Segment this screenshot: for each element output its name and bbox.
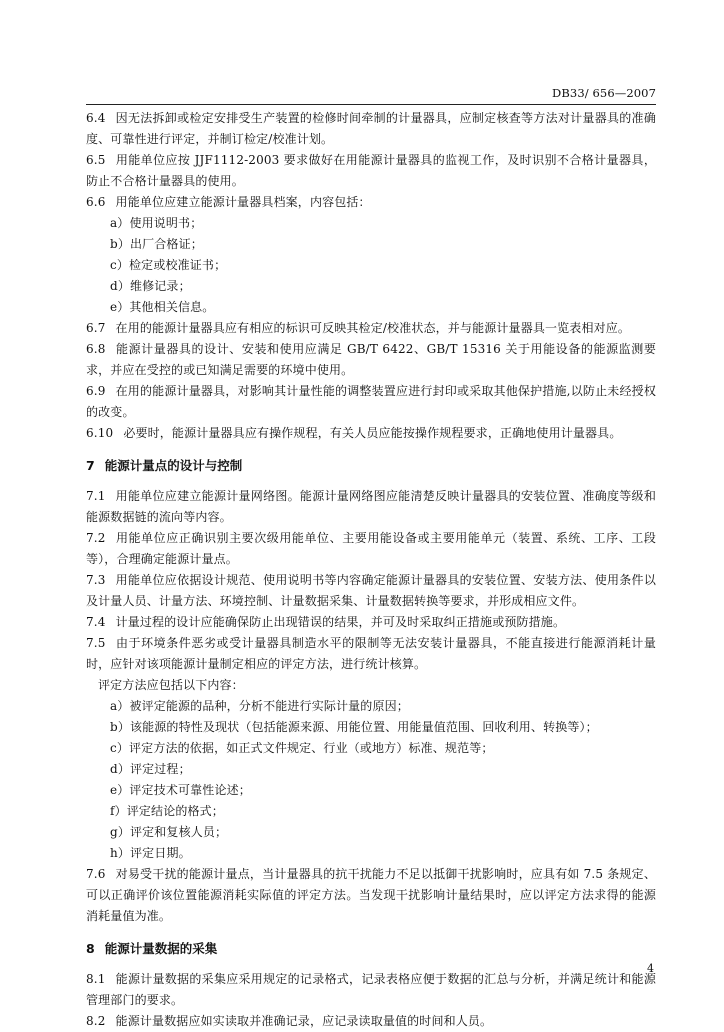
list-item: a）被评定能源的品种，分析不能进行实际计量的原因； — [110, 699, 409, 713]
clause-text: 由于环境条件恶劣或受计量器具制造水平的限制等无法安装计量器具，不能直接进行能源消耗计量时，应针对该项能源计量制定相应的评定方法，进行统计核算。 — [86, 636, 656, 671]
clause-number: 6.9 — [86, 384, 106, 398]
document-body — [86, 108, 656, 1032]
section-title: 能源计量数据的采集 — [104, 941, 218, 956]
list-item: c）评定方法的依据，如正式文件规定、行业（或地方）标准、规范等； — [110, 741, 494, 755]
clause-number: 6.8 — [86, 342, 106, 356]
clause-paragraph — [86, 1011, 656, 1032]
clause-number: 8.2 — [86, 1014, 106, 1028]
page-number: 4 — [647, 962, 654, 975]
clause-text: 用能单位应依据设计规范、使用说明书等内容确定能源计量器具的安装位置、安装方法、使用条件以及计量人员、计量方法、环境控制、计量数据采集、计量数据转换等要求，并形成相应文件。 — [86, 573, 656, 608]
document-id: DB33/ 656—2007 — [552, 86, 656, 100]
clause-paragraph — [86, 318, 656, 339]
clause-paragraph — [86, 612, 656, 633]
section-number: 7 — [86, 458, 95, 473]
list-item: e）其他相关信息。 — [110, 300, 215, 314]
clause-text: 能源计量器具的设计、安装和使用应满足 GB/T 6422、GB/T 15316 关于用能设备的能源监测要求，并应在受控的或已知满足需要的环境中使用。 — [86, 342, 656, 377]
list-item: g）评定和复核人员； — [110, 825, 228, 839]
list-item: f）评定结论的格式； — [110, 804, 224, 818]
clause-text: 因无法拆卸或检定安排受生产装置的检修时间牵制的计量器具，应制定核查等方法对计量器具的准确度、可靠性进行评定，并制订检定/校准计划。 — [86, 111, 656, 146]
clause-number: 7.1 — [86, 489, 106, 503]
clause-paragraph — [86, 969, 656, 1011]
clause-number: 7.2 — [86, 531, 106, 545]
clause-paragraph — [86, 192, 656, 213]
clause-text: 对易受干扰的能源计量点，当计量器具的抗干扰能力不足以抵御干扰影响时，应具有如 7.5 条规定、可以正确评价该位置能源消耗实际值的评定方法。当发现干扰影响计量结果时，应以评定方法求得的能源消耗量值为准。 — [86, 867, 656, 923]
clause-paragraph — [86, 486, 656, 528]
clause-text: 计量过程的设计应能确保防止出现错误的结果，并可及时采取纠正措施或预防措施。 — [115, 615, 566, 629]
clause-paragraph — [86, 339, 656, 381]
section-number: 8 — [86, 941, 95, 956]
section-title: 能源计量点的设计与控制 — [104, 458, 243, 473]
clause-paragraph — [86, 633, 656, 675]
list-item: b）出厂合格证； — [110, 237, 203, 251]
clause-text: 在用的能源计量器具，对影响其计量性能的调整装置应进行封印或采取其他保护措施,以防止未经授权的改变。 — [86, 384, 656, 419]
clause-number: 6.7 — [86, 321, 106, 335]
list-intro: 评定方法应包括以下内容： — [98, 678, 244, 692]
section-heading — [86, 939, 656, 959]
clause-number: 7.6 — [86, 867, 106, 881]
list-item: a）使用说明书； — [110, 216, 203, 230]
clause-text: 用能单位应建立能源计量网络图。能源计量网络图应能清楚反映计量器具的安装位置、准确度等级和能源数据链的流向等内容。 — [86, 489, 656, 524]
header-rule — [86, 104, 656, 105]
clause-text: 能源计量数据应如实读取并准确记录，应记录读取量值的时间和人员。 — [115, 1014, 493, 1028]
list-item: c）检定或校准证书； — [110, 258, 227, 272]
clause-number: 7.4 — [86, 615, 106, 629]
clause-paragraph — [86, 423, 656, 444]
clause-text: 能源计量数据的采集应采用规定的记录格式，记录表格应便于数据的汇总与分析，并满足统计和能源管理部门的要求。 — [86, 972, 656, 1007]
clause-paragraph — [86, 864, 656, 927]
clause-text: 用能单位应按 JJF1112-2003 要求做好在用能源计量器具的监视工作，及时识别不合格计量器具，防止不合格计量器具的使用。 — [86, 153, 656, 188]
clause-number: 6.10 — [86, 426, 114, 440]
clause-text: 在用的能源计量器具应有相应的标识可反映其检定/校准状态，并与能源计量器具一览表相对应。 — [115, 321, 631, 335]
list-item: d）评定过程； — [110, 762, 191, 776]
clause-paragraph — [86, 570, 656, 612]
clause-number: 7.3 — [86, 573, 106, 587]
list-item: e）评定技术可靠性论述； — [110, 783, 251, 797]
clause-number: 6.6 — [86, 195, 106, 209]
clause-number: 8.1 — [86, 972, 106, 986]
clause-paragraph — [86, 150, 656, 192]
section-heading — [86, 456, 656, 476]
clause-text: 用能单位应正确识别主要次级用能单位、主要用能设备或主要用能单元（装置、系统、工序、工段等），合理确定能源计量点。 — [86, 531, 656, 566]
clause-text: 必要时，能源计量器具应有操作规程，有关人员应能按操作规程要求，正确地使用计量器具。 — [123, 426, 622, 440]
clause-paragraph — [86, 381, 656, 423]
clause-text: 用能单位应建立能源计量器具档案，内容包括： — [115, 195, 371, 209]
list-item: d）维修记录； — [110, 279, 191, 293]
list-item: b）该能源的特性及现状（包括能源来源、用能位置、用能量值范围、回收利用、转换等）； — [110, 720, 598, 734]
clause-number: 6.4 — [86, 111, 106, 125]
clause-paragraph — [86, 108, 656, 150]
clause-paragraph — [86, 528, 656, 570]
clause-number: 6.5 — [86, 153, 106, 167]
list-item: h）评定日期。 — [110, 846, 191, 860]
clause-number: 7.5 — [86, 636, 106, 650]
